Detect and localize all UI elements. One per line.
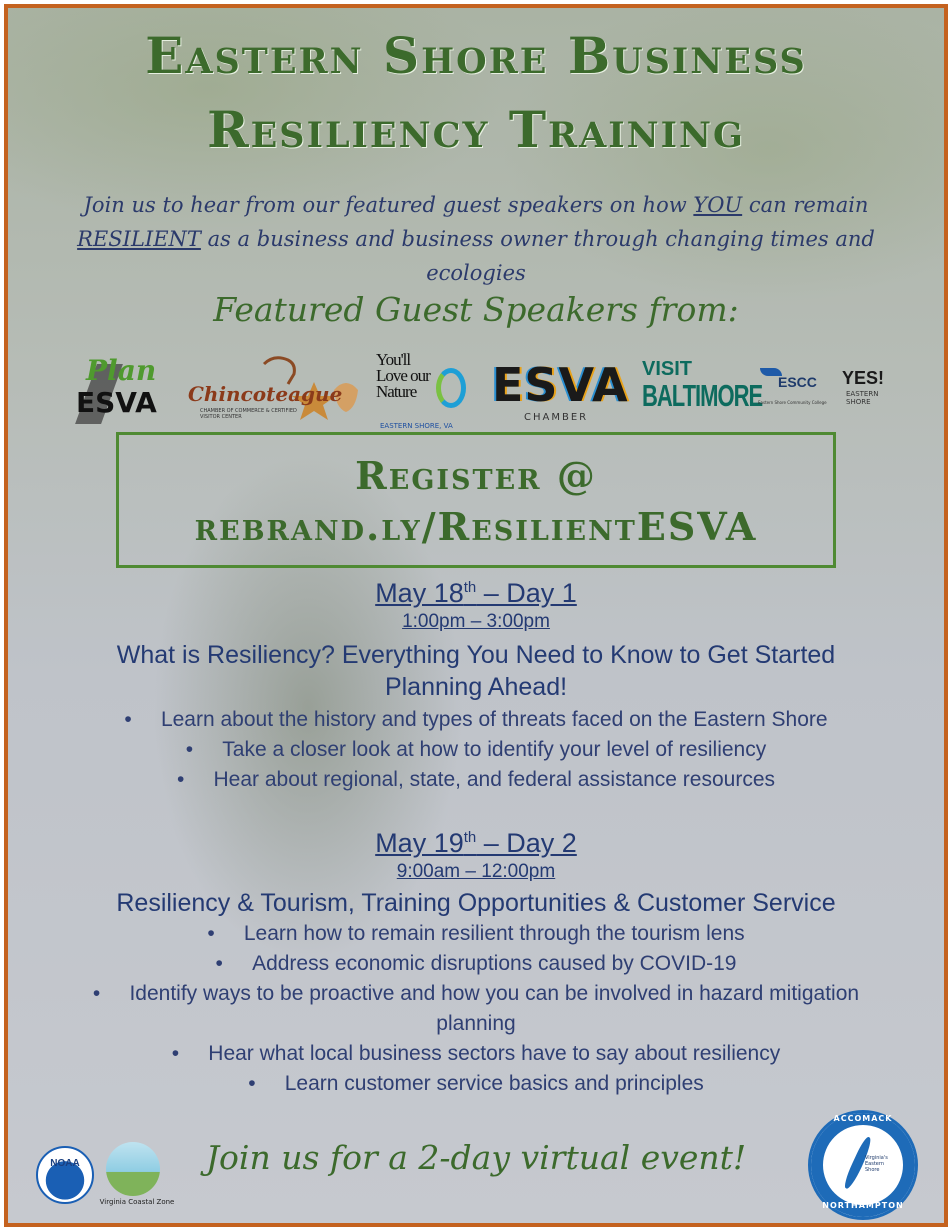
nature-swirl-icon <box>436 368 466 408</box>
list-item: • Take a closer look at how to identify your level of resiliency <box>185 738 767 761</box>
youll-love-logo-sub: EASTERN SHORE, VA <box>380 422 453 430</box>
noaa-logo-text: NOAA <box>50 1158 80 1169</box>
list-item: • Hear what local business sectors have to say about resiliency <box>171 1042 781 1065</box>
esva-chamber-logo <box>488 358 628 428</box>
list-item: • Hear about regional, state, and federal assistance resources <box>176 768 776 791</box>
title-line-2: Resiliency Training <box>207 100 745 159</box>
sponsor-logos <box>68 348 898 438</box>
list-item: • Identify ways to be proactive and how you can be involved in hazard mitigation planning <box>92 982 860 1035</box>
title-line-1: Eastern Shore Business <box>145 26 807 85</box>
yes-logo-sub: EASTERN SHORE <box>846 390 879 406</box>
day-2-heading: Resiliency & Tourism, Training Opportunities & Customer Service <box>116 889 836 917</box>
intro-you: YOU <box>693 193 743 217</box>
day-1-title: May 18th – Day 1 <box>375 578 577 608</box>
intro-resilient: RESILIENT <box>77 227 201 251</box>
visit-baltimore-line-2: BALTIMORE <box>642 378 763 413</box>
escc-logo <box>758 366 828 426</box>
seal-top-text: ACCOMACK <box>833 1114 893 1123</box>
escc-logo-text: ESCC <box>778 374 817 390</box>
register-label: Register @ <box>355 453 597 498</box>
list-item: • Learn about the history and types of threats faced on the Eastern Shore <box>124 708 828 731</box>
day-1-heading: What is Resiliency? Everything You Need to Know to Get Started Planning Ahead! <box>116 641 836 701</box>
youll-love-logo-text: You'll Love our Nature <box>376 350 430 401</box>
intro-part-3: as a business and business owner through changing times and ecologies <box>200 227 875 285</box>
chincoteague-logo-sub: CHAMBER OF COMMERCE & CERTIFIED VISITOR CENTER <box>200 408 297 420</box>
closing-text: Join us for a 2-day virtual event! <box>205 1138 747 1177</box>
list-item: • Learn customer service basics and principles <box>248 1072 704 1095</box>
esva-chamber-logo-sub: CHAMBER <box>524 412 589 423</box>
youll-love-our-nature-logo <box>376 348 466 438</box>
plan-esva-logo <box>68 352 178 432</box>
intro-part-2: can remain <box>742 193 869 217</box>
day-2-title: May 19th – Day 2 <box>375 828 577 858</box>
day-1-section <box>8 578 944 795</box>
chincoteague-logo-text: Chincoteague <box>188 382 343 406</box>
flyer-frame <box>4 4 948 1227</box>
plan-esva-logo-bottom: ESVA <box>76 386 157 419</box>
register-box <box>116 432 836 568</box>
escc-logo-sub: Eastern Shore Community College <box>758 400 827 405</box>
register-link[interactable]: rebrand.ly/ResilientESVA <box>194 504 758 549</box>
vcz-logo-text: Virginia Coastal Zone <box>99 1198 175 1206</box>
list-item: • Learn how to remain resilient through the tourism lens <box>207 922 745 945</box>
featured-heading: Featured Guest Speakers from: <box>213 290 739 329</box>
yes-eastern-shore-logo <box>836 368 896 418</box>
intro-text <box>48 188 904 290</box>
esva-chamber-logo-text: ESVA <box>492 358 629 412</box>
chincoteague-chamber-logo <box>186 352 366 432</box>
day-2-time: 9:00am – 12:00pm <box>396 861 556 882</box>
visit-baltimore-line-1: VISIT <box>642 358 693 380</box>
yes-logo-text: YES! <box>842 368 885 388</box>
visit-baltimore-logo <box>640 358 763 428</box>
day-1-time: 1:00pm – 3:00pm <box>402 611 550 632</box>
seal-center-text: Virginia's Eastern Shore <box>865 1155 888 1173</box>
plan-esva-logo-top: Plan <box>86 354 157 387</box>
intro-part-1: Join us to hear from our featured guest speakers on how <box>83 193 694 217</box>
list-item: • Address economic disruptions caused by COVID-19 <box>215 952 737 975</box>
accomack-northampton-seal <box>808 1110 918 1220</box>
day-2-section <box>8 828 944 1099</box>
seal-bottom-text: NORTHAMPTON <box>822 1201 904 1210</box>
